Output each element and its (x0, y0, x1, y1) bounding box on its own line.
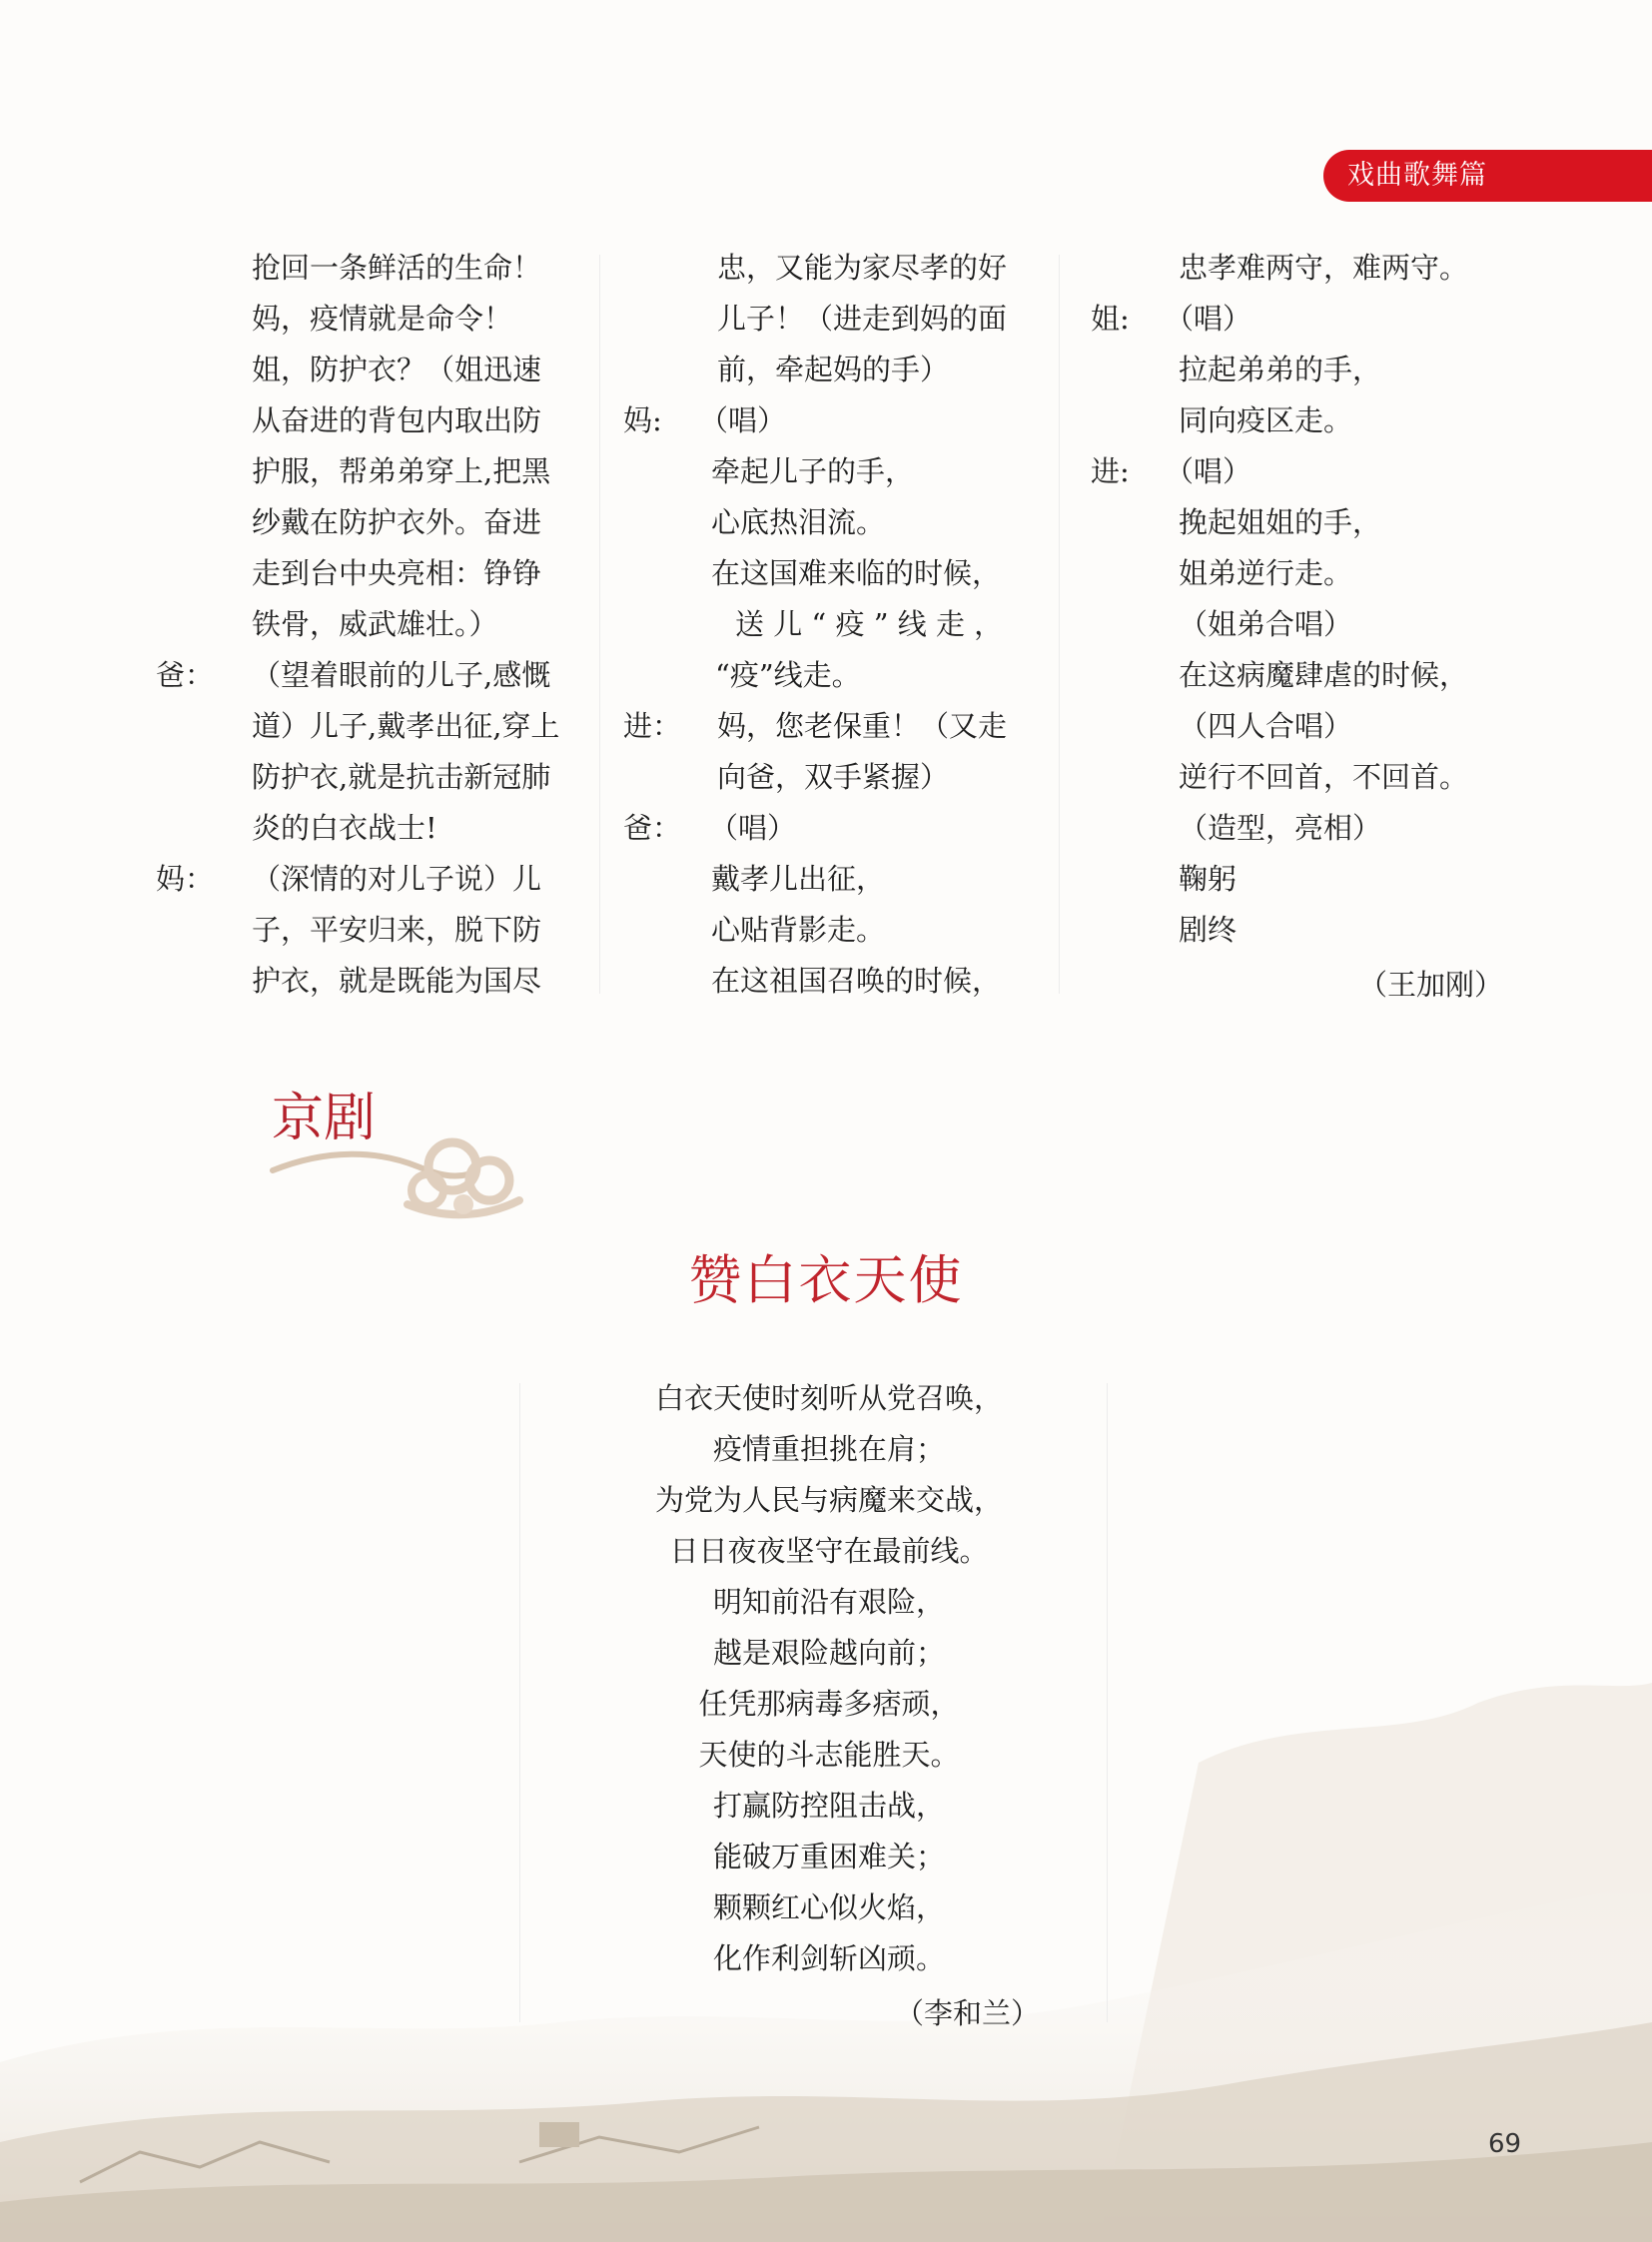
speaker-label: 进： (623, 709, 682, 743)
script-line: 在这国难来临的时候， (711, 556, 1002, 590)
script-line: （唱） (1165, 454, 1252, 488)
section-heading: 京剧 (272, 1089, 377, 1148)
script-line: 剧终 (1179, 913, 1238, 947)
script-line: 忠孝难两守，难两守。 (1179, 251, 1469, 285)
script-line: 妈，您老保重！（又走 (717, 709, 1008, 743)
section-tab: 戏曲歌舞篇 (1323, 150, 1652, 202)
poem-line: 白衣天使时刻听从党召唤， (654, 1381, 1003, 1415)
poem-line: 疫情重担挑在肩； (712, 1432, 945, 1466)
script-line: （造型，亮相） (1179, 811, 1382, 845)
poem-line: 越是艰险越向前； (712, 1636, 945, 1670)
script-line: 同向疫区走。 (1179, 403, 1353, 437)
script-line: （唱） (1165, 302, 1252, 336)
script-line: 子，平安归来，脱下防 (252, 913, 542, 947)
author-credit: （王加刚） (1358, 968, 1504, 1002)
poem-line: 任凭那病毒多痞顽， (698, 1687, 960, 1721)
script-line: 抢回一条鲜活的生命！ (252, 251, 542, 285)
script-line: 护衣，就是既能为国尽 (252, 964, 542, 998)
column-divider (519, 1383, 520, 2022)
script-line: “疫”线走。 (715, 658, 861, 692)
script-line: 从奋进的背包内取出防 (252, 403, 542, 437)
page-number: 69 (1488, 2129, 1522, 2159)
script-line: （深情的对儿子说）儿 (252, 862, 542, 896)
script-line: （唱） (699, 403, 787, 437)
speaker-label: 爸： (156, 658, 215, 692)
script-line: 在这祖国召唤的时候， (711, 964, 1002, 998)
script-line: 鞠躬 (1179, 862, 1238, 896)
script-line: 儿子！（进走到妈的面 (717, 302, 1008, 336)
script-line: 牵起儿子的手， (711, 454, 915, 488)
column-divider (1107, 1383, 1108, 2022)
poem-line: 能破万重困难关； (712, 1840, 945, 1873)
poem-line: 明知前沿有艰险， (712, 1585, 945, 1619)
script-line: 心底热泪流。 (711, 505, 886, 539)
script-line: 挽起姐姐的手， (1179, 505, 1382, 539)
script-line: （姐弟合唱） (1179, 607, 1353, 641)
poem-line: 颗颗红心似火焰， (712, 1890, 945, 1924)
speaker-label: 进: (1091, 454, 1130, 488)
author-credit: （李和兰） (895, 1996, 1041, 2030)
column-divider (1059, 255, 1060, 994)
column-divider (599, 255, 600, 994)
script-line: 戴孝儿出征， (711, 862, 886, 896)
script-line: 纱戴在防护衣外。奋进 (252, 505, 542, 539)
script-line: 心贴背影走。 (711, 913, 886, 947)
script-line: 铁骨，威武雄壮。） (252, 607, 498, 641)
poem-line: 打赢防控阻击战， (712, 1789, 945, 1823)
script-line: （唱） (709, 811, 797, 845)
script-line: 炎的白衣战士! (252, 811, 437, 845)
script-line: （望着眼前的儿子,感慨 (252, 658, 551, 692)
poem-title: 赞白衣天使 (688, 1250, 964, 1311)
script-line: 走到台中央亮相：铮铮 (252, 556, 542, 590)
script-line: 防护衣,就是抗击新冠肺 (252, 760, 551, 794)
poem-line: 天使的斗志能胜天。 (698, 1738, 960, 1772)
speaker-label: 爸： (623, 811, 682, 845)
script-line: （四人合唱） (1179, 709, 1353, 743)
script-line: 忠，又能为家尽孝的好 (717, 251, 1008, 285)
poem-line: 日日夜夜坚守在最前线。 (669, 1534, 989, 1568)
script-line: 拉起弟弟的手， (1179, 353, 1382, 386)
script-line: 在这病魔肆虐的时候， (1179, 658, 1469, 692)
script-line: 前，牵起妈的手） (717, 353, 950, 386)
script-line: 姐弟逆行走。 (1179, 556, 1353, 590)
script-line: 逆行不回首，不回首。 (1179, 760, 1469, 794)
script-line: 护服，帮弟弟穿上,把黑 (252, 454, 551, 488)
speaker-label: 妈： (156, 862, 215, 896)
speaker-label: 妈: (623, 403, 662, 437)
script-line: 妈，疫情就是命令！ (252, 302, 513, 336)
script-line: 送 儿 “ 疫 ” 线 走 ， (735, 607, 1004, 641)
script-line: 道）儿子,戴孝出征,穿上 (252, 709, 560, 743)
poem-line: 为党为人民与病魔来交战， (654, 1483, 1003, 1517)
poem-line: 化作利剑斩凶顽。 (712, 1941, 945, 1975)
script-line: 姐，防护衣？（姐迅速 (252, 353, 542, 386)
script-line: 向爸，双手紧握） (717, 760, 950, 794)
speaker-label: 姐: (1091, 302, 1130, 336)
